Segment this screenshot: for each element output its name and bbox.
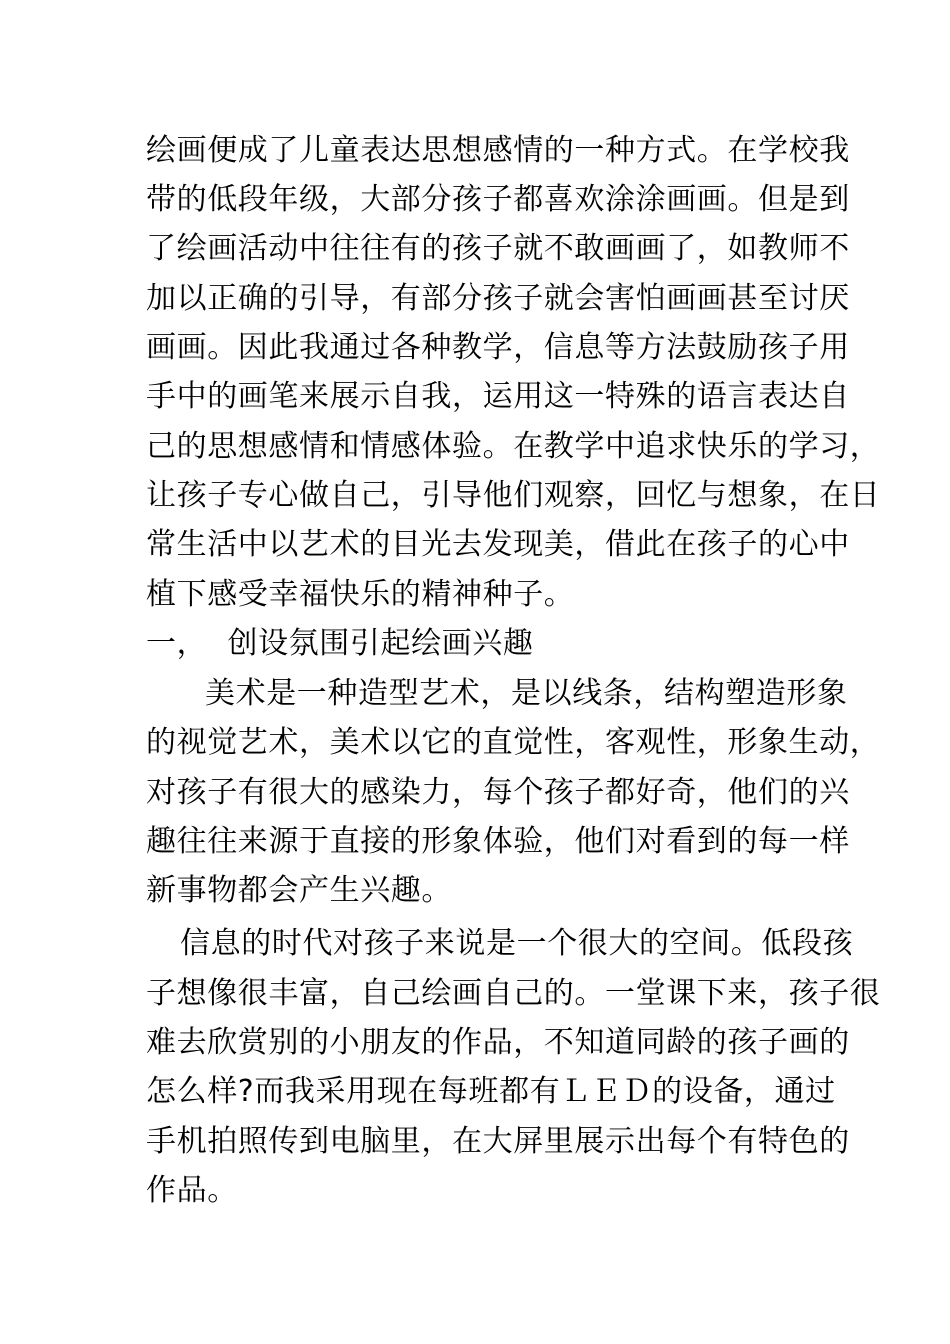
text-line: 对孩子有很大的感染力，每个孩子都好奇，他们的兴 <box>146 775 850 810</box>
text-line: 手机拍照传到电脑里，在大屏里展示出每个有特色的 <box>146 1124 850 1159</box>
text-line: 子想像很丰富，自己绘画自己的。一堂课下来，孩子很 <box>146 976 881 1011</box>
text-line: 了绘画活动中往往有的孩子就不敢画画了，如教师不 <box>146 231 850 266</box>
text-line: 新事物都会产生兴趣。 <box>146 873 452 908</box>
section-heading: 一， 创设氛围引起绘画兴趣 <box>146 626 534 661</box>
text-line: 难去欣赏别的小朋友的作品，不知道同龄的孩子画的 <box>146 1025 850 1060</box>
text-line: 画画。因此我通过各种教学，信息等方法鼓励孩子用 <box>146 330 850 365</box>
text-line: 绘画便成了儿童表达思想感情的一种方式。在学校我 <box>146 133 850 168</box>
text-line: 美术是一种造型艺术，是以线条，结构塑造形象 <box>205 676 848 711</box>
text-line: 信息的时代对孩子来说是一个很大的空间。低段孩 <box>180 926 854 961</box>
text-line: 让孩子专心做自己，引导他们观察，回忆与想象，在日 <box>146 478 881 513</box>
text-line: 常生活中以艺术的目光去发现美，借此在孩子的心中 <box>146 527 850 562</box>
text-line: 怎么样?而我采用现在每班都有ＬＥＤ的设备，通过 <box>146 1074 836 1109</box>
text-line: 作品。 <box>146 1173 238 1208</box>
text-line: 己的思想感情和情感体验。在教学中追求快乐的学习， <box>146 429 881 464</box>
text-line: 加以正确的引导，有部分孩子就会害怕画画甚至讨厌 <box>146 281 850 316</box>
text-line: 植下感受幸福快乐的精神种子。 <box>146 577 575 612</box>
text-line: 的视觉艺术，美术以它的直觉性，客观性，形象生动， <box>146 725 881 760</box>
text-line: 趣往往来源于直接的形象体验，他们对看到的每一样 <box>146 824 850 859</box>
text-line: 带的低段年级，大部分孩子都喜欢涂涂画画。但是到 <box>146 182 850 217</box>
text-line: 手中的画笔来展示自我，运用这一特殊的语言表达自 <box>146 379 850 414</box>
